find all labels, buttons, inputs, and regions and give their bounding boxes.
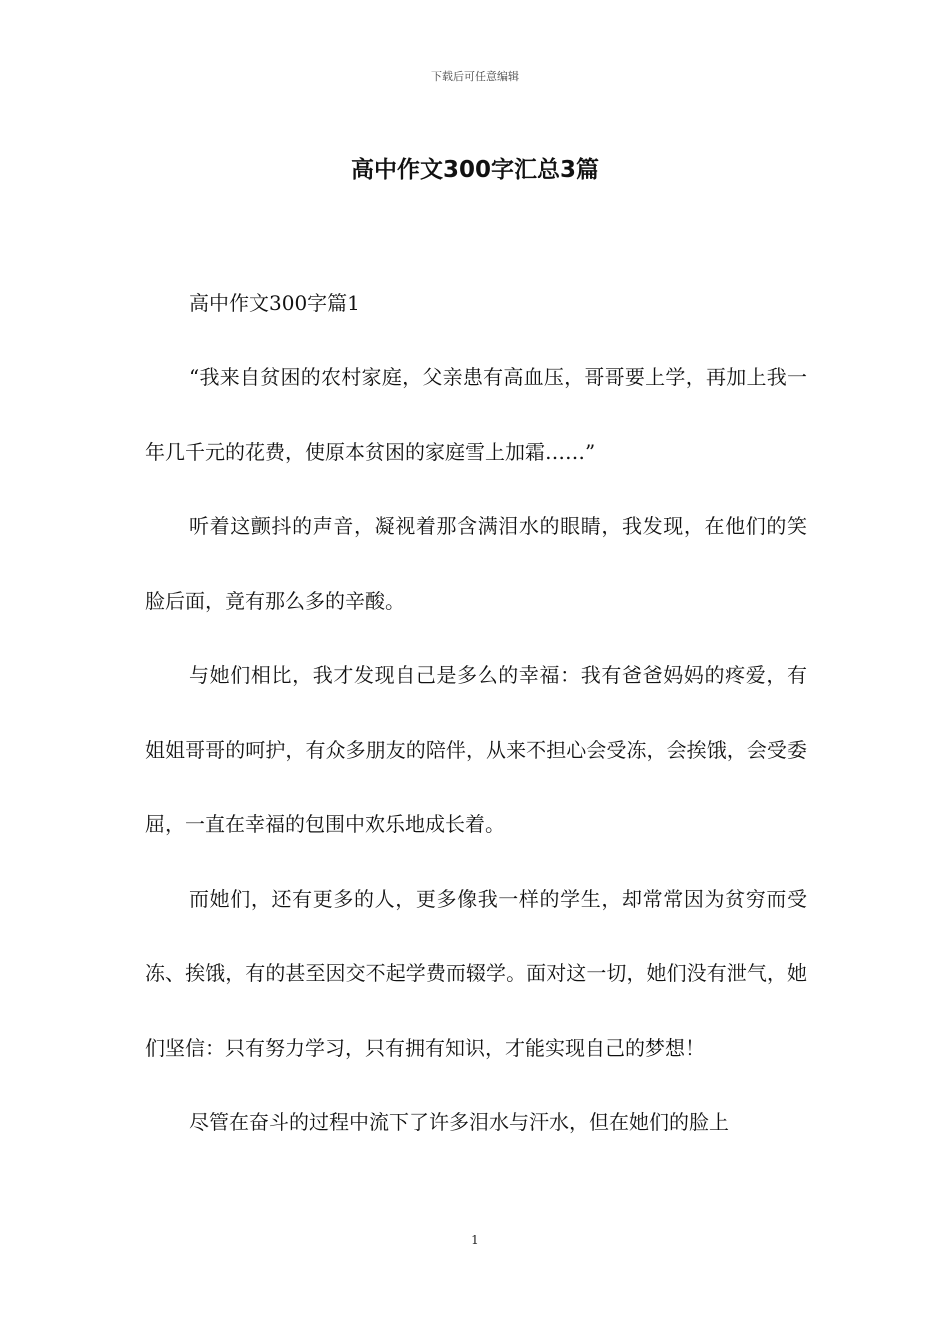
- paragraph: 尽管在奋斗的过程中流下了许多泪水与汗水，但在她们的脸上: [189, 1110, 729, 1134]
- paragraph: 听着这颤抖的声音，凝视着那含满泪水的眼睛，我发现，在他们的笑脸后面，竟有那么多的辛酸。: [145, 514, 807, 613]
- paragraph: 而她们，还有更多的人，更多像我一样的学生，却常常因为贫穷而受冻、挨饿，有的甚至因交不起学费而辍学。面对这一切，她们没有泄气，她们坚信：只有努力学习，只有拥有知识，才能实现自己的梦想！: [145, 886, 807, 1060]
- document-body: [145, 266, 807, 1160]
- document-title: 高中作文300字汇总3篇: [350, 157, 599, 183]
- paragraph: 与她们相比，我才发现自己是多么的幸福：我有爸爸妈妈的疼爱，有姐姐哥哥的呵护，有众多朋友的陪伴，从来不担心会受冻，会挨饿，会受委屈，一直在幸福的包围中欢乐地成长着。: [145, 663, 807, 836]
- section-heading: 高中作文300字篇1: [189, 291, 360, 315]
- page-number: 1: [471, 1233, 479, 1247]
- paragraph: “我来自贫困的农村家庭，父亲患有高血压，哥哥要上学，再加上我一年几千元的花费，使原本贫困的家庭雪上加霜……”: [145, 365, 807, 464]
- header-note: 下载后可任意编辑: [431, 70, 519, 83]
